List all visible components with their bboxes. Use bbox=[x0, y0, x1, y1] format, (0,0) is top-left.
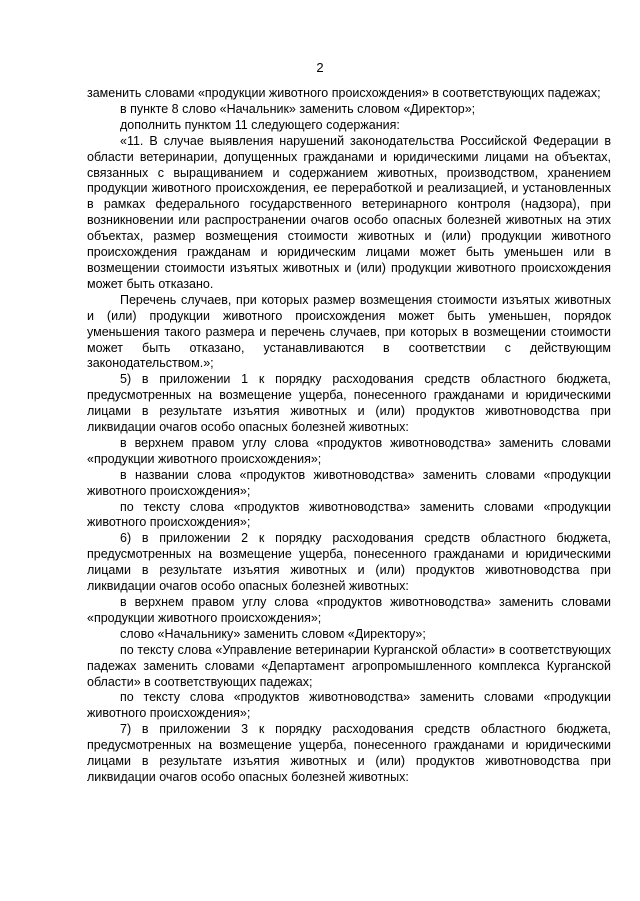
paragraph-4: «11. В случае выявления нарушений законодательства Российской Федерации в области ветеринарии, допущенных гражданами и юридическими лицами на объектах, связанных с выращиванием и содержанием животных, производством, хранением продукции животного происхождения, ее переработкой и реализацией, и установленных в рамках федерального государственного ветеринарного контроля (надзора), при возникновении или распространении очагов особо опасных болезней животных на этих объектах, размер возмещения стоимости животных и (или) продукции животного происхождения гражданам и юридическим лицами может быть уменьшен или в возмещении стоимости изъятых животных и (или) продукции животного происхождения может быть отказано. bbox=[87, 133, 611, 291]
paragraph-13: по тексту слова «Управление ветеринарии Курганской области» в соответствующих падежах заменить словами «Департамент агропромышленного комплекса Курганской области» в соответствующих падежах; bbox=[87, 642, 611, 689]
paragraph-11: в верхнем правом углу слова «продуктов животноводства» заменить словами «продукции животного происхождения»; bbox=[87, 595, 611, 625]
paragraph-10: 6) в приложении 2 к порядку расходования средств областного бюджета, предусмотренных на возмещение ущерба, понесенного гражданами и юридическими лицами в результате изъятия животных и (или) продуктов животноводства при ликвидации очагов особо опасных болезней животных: bbox=[87, 531, 611, 594]
paragraph-15: 7) в приложении 3 к порядку расходования средств областного бюджета, предусмотренных на возмещение ущерба, понесенного гражданами и юридическими лицами в результате изъятия животных и (или) продуктов животноводства при ликвидации очагов особо опасных болезней животных: bbox=[87, 722, 611, 784]
paragraph-8: в названии слова «продуктов животноводства» заменить словами «продукции животного происхождения»; bbox=[87, 467, 611, 498]
paragraph-9: по тексту слова «продуктов животноводства» заменить словами «продукции животного происхождения»; bbox=[87, 499, 611, 530]
paragraph-12: слово «Начальнику» заменить словом «Директору»; bbox=[120, 626, 426, 641]
paragraph-1: заменить словами «продукции животного происхождения» в соответствующих падежах; bbox=[87, 86, 601, 100]
paragraph-5: Перечень случаев, при которых размер возмещения стоимости изъятых животных и (или) продукции животного происхождения может быть уменьшен, порядок уменьшения такого размера и перечень случаев, при которых в возмещении стоимости может быть отказано, устанавливаются в соответствии с действующим законодательством.»; bbox=[87, 292, 611, 371]
paragraph-6: 5) в приложении 1 к порядку расходования средств областного бюджета, предусмотренных на возмещение ущерба, понесенного гражданами и юридическими лицами в результате изъятия животных и (или) продуктов животноводства при ликвидации очагов особо опасных болезней животных: bbox=[87, 372, 611, 435]
page-number: 2 bbox=[316, 60, 324, 75]
paragraph-2: в пункте 8 слово «Начальник» заменить словом «Директор»; bbox=[120, 101, 476, 116]
document-body bbox=[87, 86, 611, 786]
paragraph-3: дополнить пунктом 11 следующего содержания: bbox=[120, 117, 400, 132]
paragraph-14: по тексту слова «продуктов животноводства» заменить словами «продукции животного происхождения»; bbox=[87, 690, 611, 721]
paragraph-7: в верхнем правом углу слова «продуктов животноводства» заменить словами «продукции животного происхождения»; bbox=[87, 435, 611, 466]
